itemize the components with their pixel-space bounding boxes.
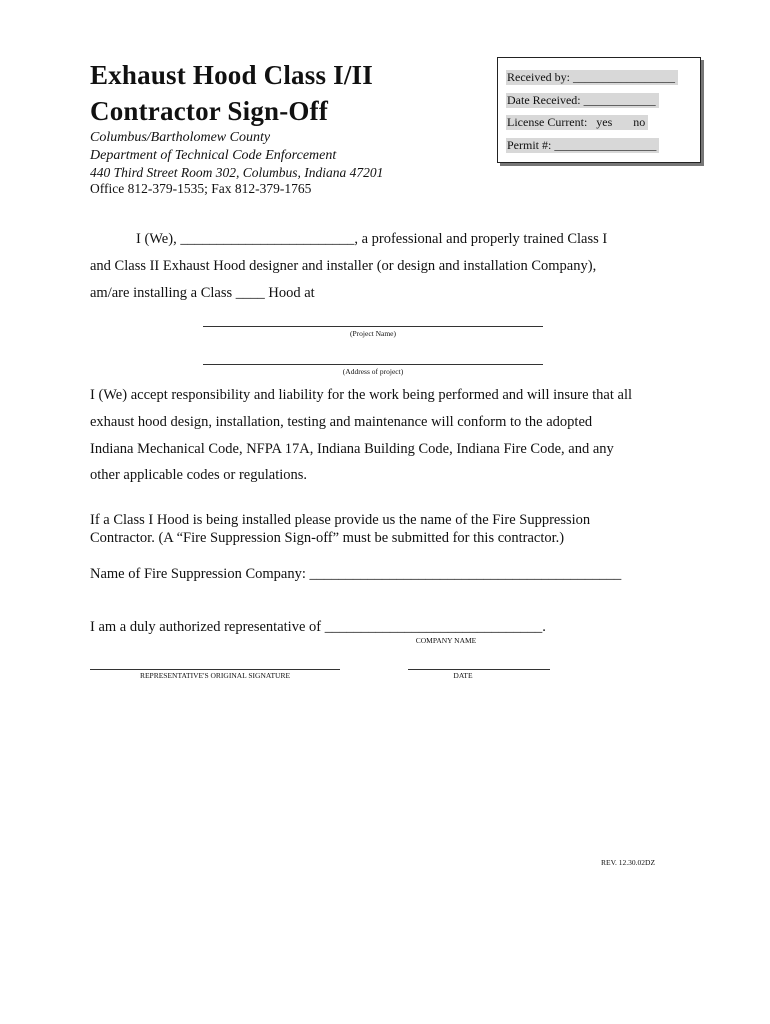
office-use-box (497, 57, 701, 163)
project-name-line (203, 326, 543, 327)
project-name-caption: (Project Name) (349, 329, 397, 338)
company-name-caption: COMPANY NAME (415, 636, 477, 645)
project-address-caption: (Address of project) (342, 367, 404, 376)
department-name: Department of Technical Code Enforcement (90, 148, 337, 163)
suppression-line-1: If a Class I Hood is being installed please provide us the name of the Fire Suppression (90, 512, 591, 528)
revision-label: REV. 12.30.02DZ (601, 858, 656, 867)
suppression-line-2: Contractor. (A “Fire Suppression Sign-off” must be submitted for this contractor.) (90, 530, 565, 546)
responsibility-line-2: exhaust hood design, installation, testing and maintenance will conform to the adopted (90, 414, 593, 430)
project-address-line (203, 364, 543, 365)
responsibility-line-1: I (We) accept responsibility and liability for the work being performed and will insure that all (90, 387, 633, 403)
intro-line-3: am/are installing a Class ____ Hood at (90, 285, 315, 301)
intro-line-2: and Class II Exhaust Hood designer and installer (or design and installation Company), (90, 258, 597, 274)
responsibility-line-3: Indiana Mechanical Code, NFPA 17A, Indiana Building Code, Indiana Fire Code, and any (90, 441, 614, 457)
form-title-line2: Contractor Sign-Off (90, 96, 329, 126)
signature-line (90, 669, 340, 670)
signature-caption: REPRESENTATIVE'S ORIGINAL SIGNATURE (139, 671, 291, 680)
permit-number-field: Permit #: _________________ (506, 138, 659, 153)
intro-line-1: I (We), ________________________, a professional and properly trained Class I (136, 231, 608, 247)
date-caption: DATE (453, 671, 473, 680)
office-address: 440 Third Street Room 302, Columbus, Indiana 47201 (90, 165, 384, 180)
license-current-field: License Current: yes no (506, 115, 648, 130)
responsibility-line-4: other applicable codes or regulations. (90, 467, 308, 483)
received-by-field: Received by: _________________ (506, 70, 678, 85)
suppression-company-field: Name of Fire Suppression Company: ___________________________________________ (90, 566, 622, 582)
date-received-field: Date Received: ____________ (506, 93, 659, 108)
office-phone: Office 812-379-1535; Fax 812-379-1765 (90, 181, 312, 196)
county-name: Columbus/Bartholomew County (90, 130, 271, 145)
date-line (408, 669, 550, 670)
form-title-line1: Exhaust Hood Class I/II (90, 60, 373, 90)
authorized-representative-text: I am a duly authorized representative of ______________________________. (90, 619, 546, 635)
